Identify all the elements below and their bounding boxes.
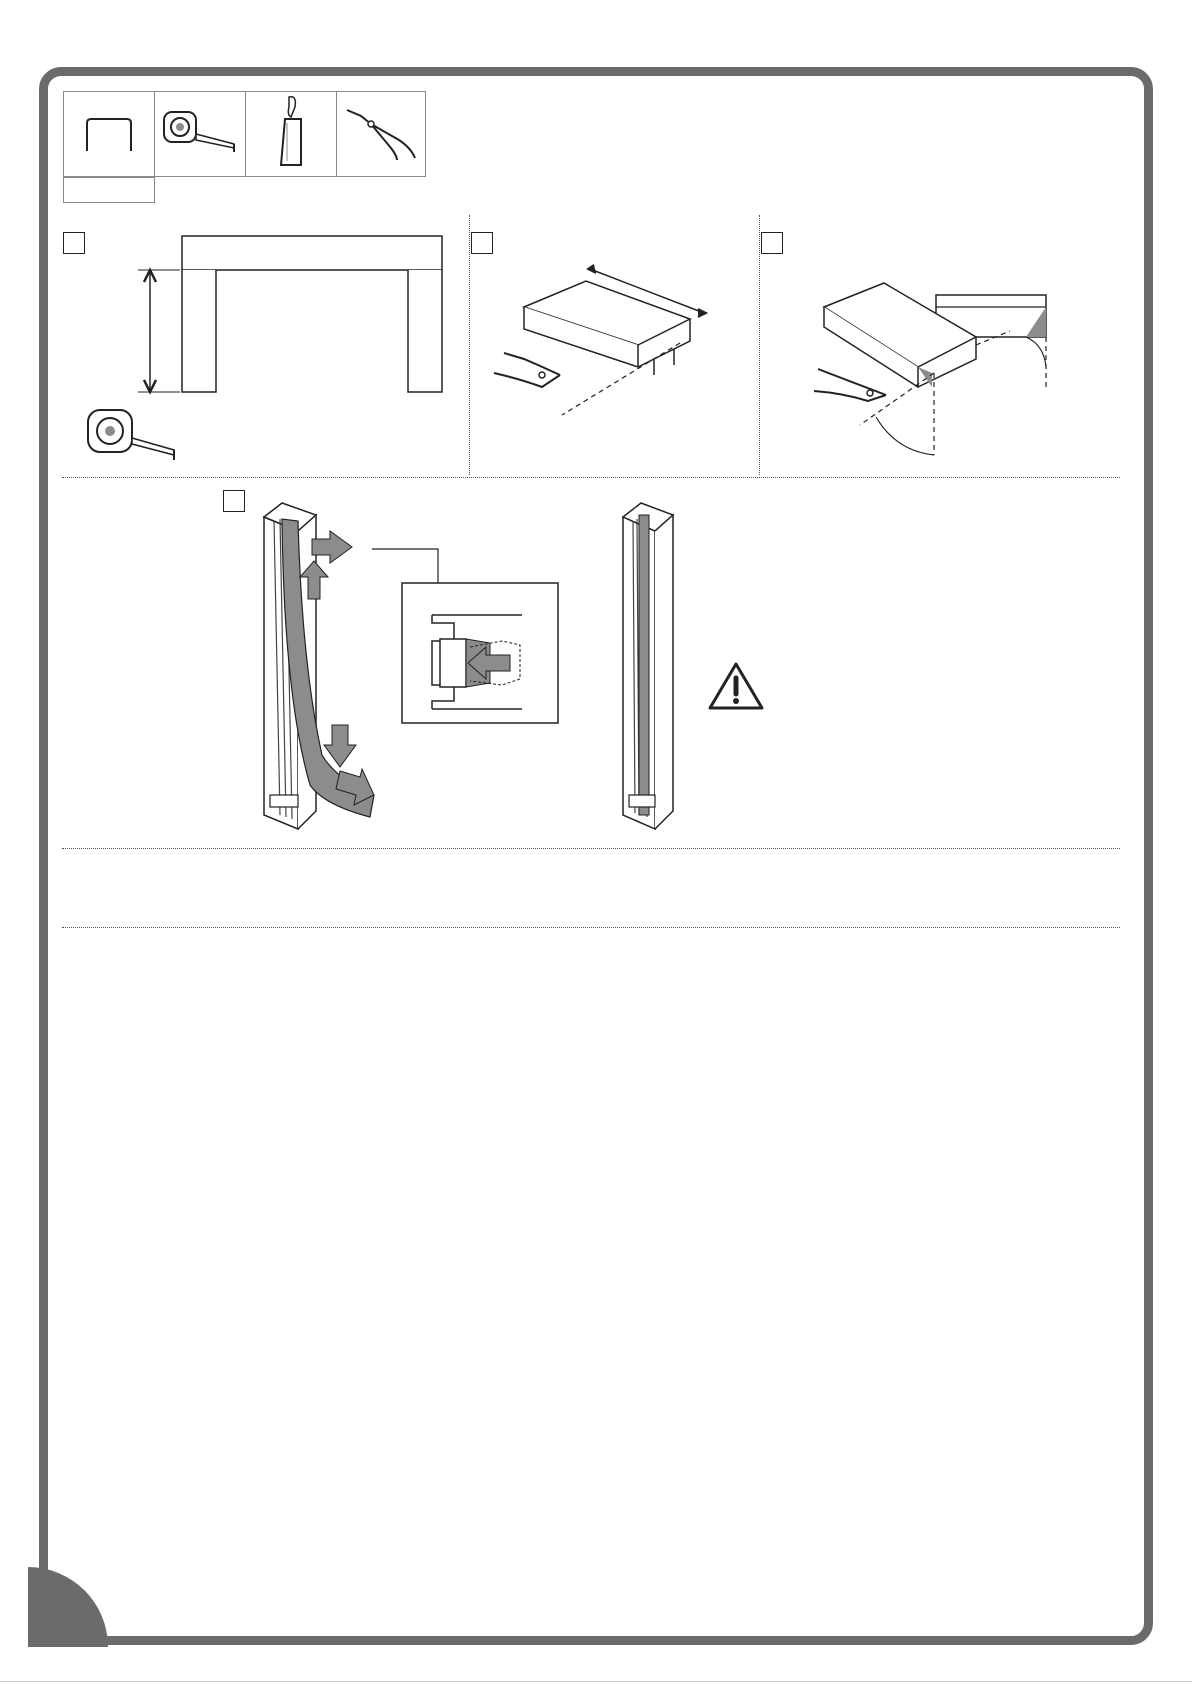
step-divider (469, 215, 470, 475)
seal-installed-figure (615, 495, 695, 835)
profile-length-cut-figure (490, 255, 730, 435)
staple-icon (79, 107, 139, 162)
hacksaw-icon (271, 93, 311, 176)
profile-miter-cut-figure (800, 255, 1060, 465)
tool-staple (63, 91, 155, 177)
tool-cutting-pliers (336, 91, 426, 177)
cutting-pliers-icon (814, 369, 886, 401)
cutting-pliers-icon (341, 102, 421, 167)
tool-tape-measure (154, 91, 246, 177)
step-marker-2 (471, 232, 493, 254)
warning-icon (707, 660, 765, 712)
cutting-pliers-icon (494, 353, 560, 387)
tool-staple-caption (63, 177, 155, 203)
row-divider (62, 477, 1120, 478)
door-frame-measure-figure (80, 228, 460, 468)
seal-detail-callout (370, 545, 560, 725)
tape-measure-icon (160, 102, 240, 167)
step-divider (759, 215, 760, 475)
row-divider (62, 848, 1120, 849)
row-divider (62, 927, 1120, 928)
step-marker-4 (223, 490, 245, 512)
tape-measure-icon (88, 410, 174, 460)
step-marker-3 (761, 232, 783, 254)
tool-hacksaw (245, 91, 337, 177)
bottom-rule (0, 1681, 1192, 1682)
